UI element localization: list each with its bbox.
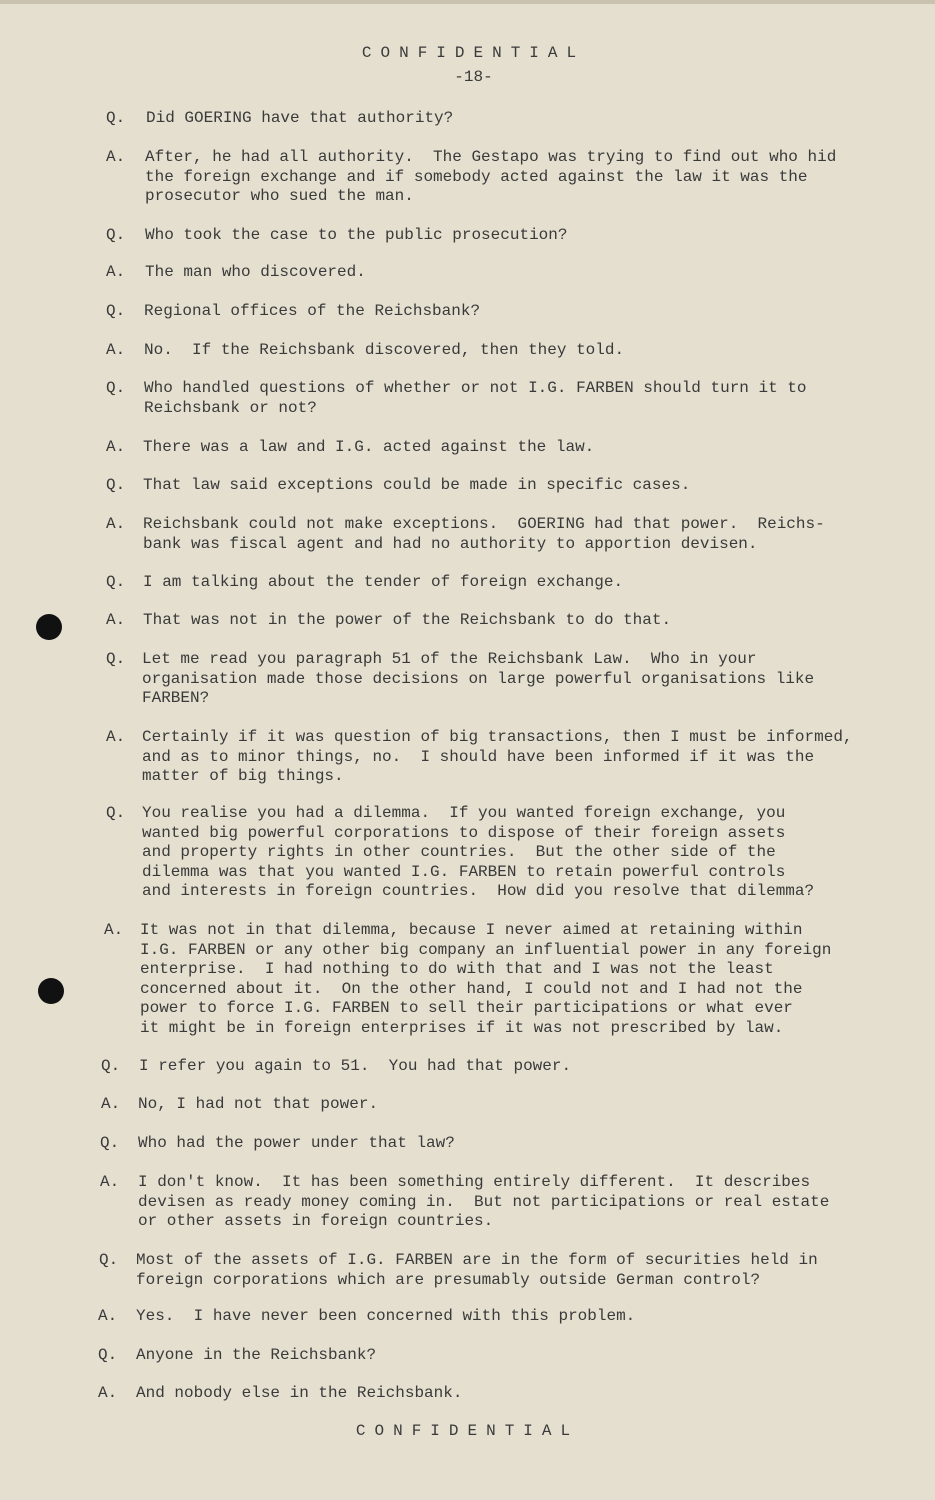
entry-line: the foreign exchange and if somebody acted against the law it was the <box>145 167 808 186</box>
entry-line: No. If the Reichsbank discovered, then they told. <box>144 341 625 359</box>
page-top-edge <box>0 0 935 4</box>
entry-line: Regional offices of the Reichsbank? <box>144 302 481 320</box>
entry-line: It was not in that dilemma, because I never aimed at retaining within <box>140 921 803 939</box>
entry-line: The man who discovered. <box>145 263 366 281</box>
entry-label: A. <box>106 515 126 533</box>
entry-line: devisen as ready money coming in. But not participations or real estate <box>138 1192 830 1211</box>
entry-line: or other assets in foreign countries. <box>138 1212 494 1230</box>
entry-label: Q. <box>98 1346 118 1364</box>
entry-label: A. <box>106 611 126 629</box>
entry-line: wanted big powerful corporations to dispose of their foreign assets <box>142 823 786 842</box>
entry-line: Who had the power under that law? <box>138 1134 455 1152</box>
entry-line: Who handled questions of whether or not I.G. FARBEN should turn it to <box>144 379 807 397</box>
entry-line: Reichsbank or not? <box>144 398 317 417</box>
entry-line: FARBEN? <box>142 689 210 707</box>
entry-line: I refer you again to 51. You had that power. <box>139 1057 572 1075</box>
entry-line: No, I had not that power. <box>138 1095 379 1113</box>
entry-line: foreign corporations which are presumably outside German control? <box>136 1270 761 1289</box>
entry-line: power to force I.G. FARBEN to sell their participations or what ever <box>140 999 793 1017</box>
entry-line: and interests in foreign countries. How did you resolve that dilemma? <box>142 882 815 900</box>
entry-label: Q. <box>106 302 126 320</box>
header-classification: CONFIDENTIAL <box>361 44 586 62</box>
entry-line: and property rights in other countries. But the other side of the <box>142 843 776 861</box>
entry-label: A. <box>98 1307 118 1325</box>
entry-label: A. <box>106 341 126 359</box>
entry-label: Q. <box>106 379 126 397</box>
entry-line: it might be in foreign enterprises if it was not prescribed by law. <box>140 1018 784 1037</box>
punch-hole <box>36 614 62 640</box>
entry-label: A. <box>106 148 126 166</box>
entry-label: Q. <box>100 1134 120 1152</box>
entry-label: Q. <box>106 226 126 244</box>
entry-line: Most of the assets of I.G. FARBEN are in the form of securities held in <box>136 1251 818 1269</box>
entry-label: Q. <box>101 1057 121 1075</box>
entry-line: I am talking about the tender of foreign exchange. <box>143 573 624 591</box>
entry-label: Q. <box>106 476 126 494</box>
punch-hole <box>38 978 64 1004</box>
entry-line: There was a law and I.G. acted against the law. <box>143 438 595 456</box>
entry-line: You realise you had a dilemma. If you wanted foreign exchange, you <box>142 804 786 822</box>
entry-label: Q. <box>106 804 126 822</box>
entry-line: concerned about it. On the other hand, I could not and I had not the <box>140 979 803 998</box>
entry-line: matter of big things. <box>142 767 344 785</box>
entry-label: A. <box>104 921 124 939</box>
entry-line: Anyone in the Reichsbank? <box>136 1346 377 1364</box>
entry-line: Certainly if it was question of big transactions, then I must be informed, <box>142 728 853 746</box>
entry-label: Q. <box>106 109 126 127</box>
entry-line: organisation made those decisions on large powerful organisations like <box>142 669 815 688</box>
page-number: -18- <box>454 68 493 86</box>
entry-label: Q. <box>106 573 126 591</box>
entry-label: A. <box>100 1173 120 1191</box>
entry-line: I don't know. It has been something entirely different. It describes <box>138 1173 811 1191</box>
footer-classification: CONFIDENTIAL <box>355 1422 580 1440</box>
entry-line: Did GOERING have that authority? <box>146 109 454 127</box>
entry-line: And nobody else in the Reichsbank. <box>136 1384 463 1402</box>
entry-line: Reichsbank could not make exceptions. GOERING had that power. Reichs- <box>143 515 825 533</box>
entry-label: Q. <box>106 650 126 668</box>
entry-label: A. <box>101 1095 121 1113</box>
entry-line: prosecutor who sued the man. <box>145 187 414 205</box>
entry-line: Who took the case to the public prosecution? <box>145 226 568 244</box>
entry-line: That law said exceptions could be made in specific cases. <box>143 476 691 494</box>
entry-line: enterprise. I had nothing to do with that and I was not the least <box>140 960 774 978</box>
entry-label: A. <box>106 438 126 456</box>
entry-line: dilemma was that you wanted I.G. FARBEN to retain powerful controls <box>142 862 786 881</box>
entry-line: Yes. I have never been concerned with this problem. <box>136 1307 636 1325</box>
entry-line: That was not in the power of the Reichsbank to do that. <box>143 611 672 629</box>
entry-line: bank was fiscal agent and had no authority to apportion devisen. <box>143 534 758 553</box>
entry-label: Q. <box>99 1251 119 1269</box>
entry-line: Let me read you paragraph 51 of the Reichsbank Law. Who in your <box>142 650 757 668</box>
entry-label: A. <box>106 263 126 281</box>
entry-label: A. <box>98 1384 118 1402</box>
entry-label: A. <box>106 728 126 746</box>
entry-line: I.G. FARBEN or any other big company an influential power in any foreign <box>140 940 832 959</box>
entry-line: After, he had all authority. The Gestapo was trying to find out who hid <box>145 148 837 166</box>
entry-line: and as to minor things, no. I should have been informed if it was the <box>142 747 815 766</box>
